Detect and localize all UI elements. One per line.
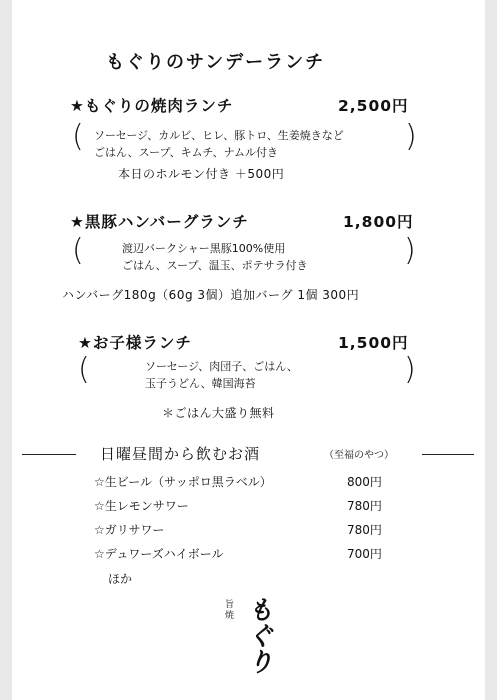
lunch-3-price: 1,500円 (338, 334, 409, 352)
lunch-3-name: ★お子様ランチ (78, 334, 192, 352)
lunch-3-paren-close: ) (404, 352, 416, 387)
rice-note: ＊ごはん大盛り無料 (162, 406, 275, 420)
lunch-1-paren-close: ) (405, 119, 417, 154)
drink-3-price: 780円 (347, 523, 382, 537)
drinks-other: ほか (108, 572, 133, 586)
drink-2-price: 780円 (347, 499, 382, 513)
drink-4-price: 700円 (347, 547, 382, 561)
hamburg-note: ハンバーグ180g（60g 3個）追加バーグ 1個 300円 (62, 288, 360, 302)
drink-2-name: ☆生レモンサワー (94, 499, 189, 513)
drink-4-name: ☆デュワーズハイボール (94, 547, 224, 561)
lunch-2-price: 1,800円 (343, 213, 414, 231)
lunch-3-paren-open: ( (78, 352, 90, 387)
horumon-note: 本日のホルモン付き ＋500円 (118, 167, 285, 181)
drink-1-name: ☆生ビール（サッポロ黒ラベル） (94, 475, 272, 489)
lunch-2-desc: 渡辺バークシャー黒豚100%使用 ごはん、スープ、温玉、ポテサラ付き (122, 242, 308, 272)
lunch-2-paren-open: ( (72, 233, 84, 268)
drink-1-price: 800円 (347, 475, 382, 489)
lunch-2-name: ★黒豚ハンバーグランチ (70, 213, 249, 231)
lunch-2-paren-close: ) (404, 233, 416, 268)
drink-3-name: ☆ガリサワー (94, 523, 165, 537)
lunch-1-paren-open: ( (72, 119, 84, 154)
lunch-1-name: ★もぐりの焼肉ランチ (70, 97, 234, 115)
drinks-heading: 日曜昼間から飲むお酒 (100, 445, 261, 463)
heading-rule-right (422, 454, 474, 455)
drinks-subheading: （至福のやつ） (324, 450, 394, 461)
logo-small-text: 旨焼 (225, 600, 235, 621)
logo-main-text: もぐり (243, 596, 273, 674)
lunch-1-price: 2,500円 (338, 97, 409, 115)
heading-rule-left (22, 454, 76, 455)
page-title: もぐりのサンデーランチ (106, 52, 326, 73)
lunch-1-desc: ソーセージ、カルビ、ヒレ、豚トロ、生姜焼きなど ごはん、スープ、キムチ、ナムル付き (94, 129, 344, 159)
lunch-3-desc: ソーセージ、肉団子、ごはん、 玉子うどん、韓国海苔 (145, 360, 298, 390)
